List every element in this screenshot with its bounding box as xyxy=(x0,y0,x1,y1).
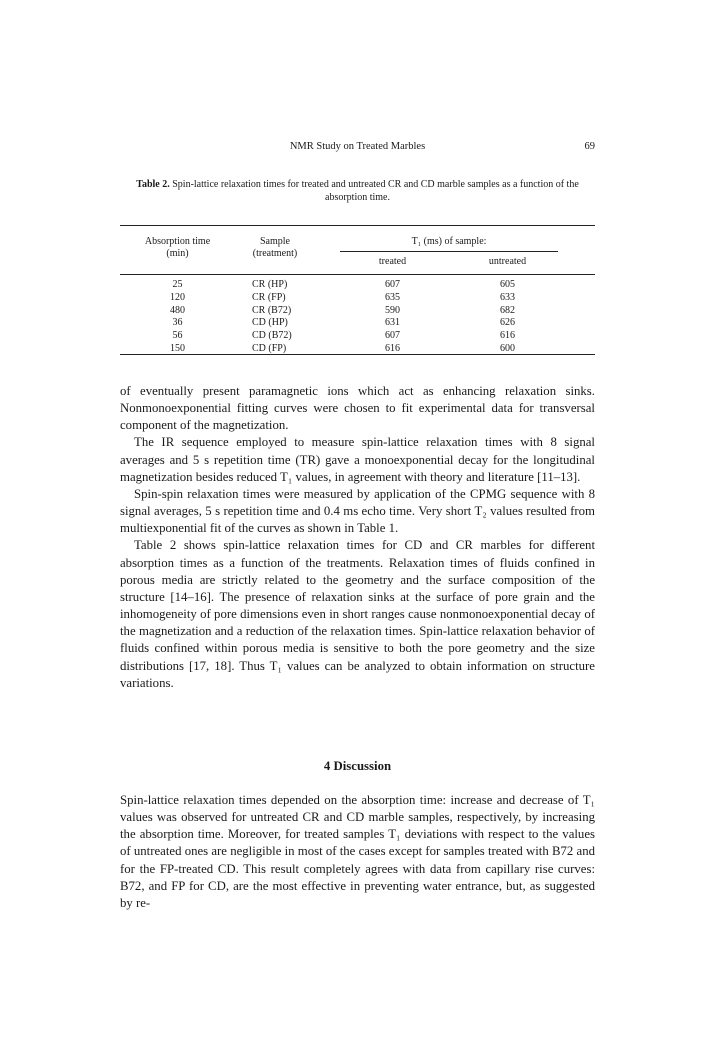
col-header-t1-group: T₁ (ms) of sample: xyxy=(411,236,487,247)
col-header-time xyxy=(120,236,235,260)
cell-absorption-time: 25 xyxy=(172,279,183,290)
page-header xyxy=(120,141,595,157)
cell-treated: 635 xyxy=(385,291,400,303)
cell-absorption-time: 36 xyxy=(172,317,183,329)
cell-absorption-time: 56 xyxy=(172,330,183,342)
body-text xyxy=(120,383,595,692)
paragraph-2: The IR sequence employed to measure spin-lattice relaxation times with 8 signal averages and 5 s repetition time (TR) gave a monoexponential decay for the longitudinal magnetization besides reduced T₁ values, in agreement with theory and literature [11–13]. xyxy=(120,435,595,484)
col-header-untreated: untreated xyxy=(488,256,527,267)
cell-sample: CR (HP) xyxy=(252,279,288,290)
col-header-treated: treated xyxy=(378,256,407,267)
table-bottom-rule xyxy=(120,354,595,355)
cell-treated: 607 xyxy=(385,330,400,342)
table-caption-text: Spin-lattice relaxation times for treated and untreated CR and CD marble samples as a function of the absorption time. xyxy=(172,179,579,203)
cell-untreated: 626 xyxy=(500,317,515,329)
page-number: 69 xyxy=(584,141,595,152)
table-caption-label: Table 2. xyxy=(136,179,170,190)
cell-untreated: 616 xyxy=(500,330,515,342)
cell-untreated: 633 xyxy=(500,291,515,303)
cell-sample: CD (FP) xyxy=(252,343,287,354)
cell-treated: 590 xyxy=(385,304,400,316)
discussion-paragraph: Spin-lattice relaxation times depended on the absorption time: increase and decrease of T₁ values was observed for untreated CR and CD marble samples, respectively, by increasing the absorption time. Moreover, for treated samples T₁ deviations with respect to the values of untreated ones are negligible in most of the cases except for samples treated with B72 and for the FP-treated CD. This result completely agrees with data from capillary rise curves: B72, and FP for CD, are the most effective in preventing water entrance, but, as suggested by re- xyxy=(120,793,595,910)
table-top-rule xyxy=(120,225,595,226)
cell-untreated: 682 xyxy=(500,304,515,316)
col-header-sample xyxy=(225,236,325,260)
cell-sample: CR (B72) xyxy=(252,304,292,316)
cell-sample: CR (FP) xyxy=(252,291,286,303)
discussion-text xyxy=(120,792,595,912)
cell-untreated: 600 xyxy=(500,343,515,354)
col-header-time-line2: (min) xyxy=(166,248,189,259)
table-group-rule xyxy=(340,251,558,252)
section-heading-discussion: 4 Discussion xyxy=(323,759,392,773)
col-header-sample-line2: (treatment) xyxy=(252,248,298,259)
cell-sample: CD (B72) xyxy=(252,330,292,342)
cell-treated: 616 xyxy=(385,343,400,354)
cell-absorption-time: 480 xyxy=(170,304,185,316)
cell-treated: 607 xyxy=(385,279,400,290)
paragraph-1: of eventually present paramagnetic ions which act as enhancing relaxation sinks. Nonmonoexponential fitting curves were chosen to fit experimental data for transversal component of the magnetization. xyxy=(120,384,595,433)
paragraph-4: Table 2 shows spin-lattice relaxation times for CD and CR marbles for different absorption times as a function of the treatments. Relaxation times of fluids confined in porous media are strictly related to the geometry and the surface composition of the structure [14–16]. The presence of relaxation sinks at the surface of pore grain and the inhomogeneity of pore dimensions even in short ranges cause nonmonoexponential decay of the magnetization and a reduction of the relaxation times. Spin-lattice relaxation behavior of fluids confined within porous media is sensitive to both the pore geometry and the size distributions [17, 18]. Thus T₁ values can be analyzed to obtain information on structure variations. xyxy=(120,538,595,690)
table-caption xyxy=(120,178,595,204)
cell-treated: 631 xyxy=(385,317,400,329)
cell-untreated: 605 xyxy=(500,279,515,290)
paragraph-3: Spin-spin relaxation times were measured by application of the CPMG sequence with 8 signal averages, 5 s repetition time and 0.4 ms echo time. Very short T₂ values resulted from multiexponential fit of the curves as shown in Table 1. xyxy=(120,486,595,536)
table-header-rule xyxy=(120,274,595,275)
cell-absorption-time: 150 xyxy=(170,343,185,354)
col-header-sample-line1: Sample xyxy=(260,236,290,247)
cell-absorption-time: 120 xyxy=(170,291,185,303)
col-header-time-line1: Absorption time xyxy=(144,236,211,247)
running-title: NMR Study on Treated Marbles xyxy=(289,141,426,152)
cell-sample: CD (HP) xyxy=(252,317,288,329)
